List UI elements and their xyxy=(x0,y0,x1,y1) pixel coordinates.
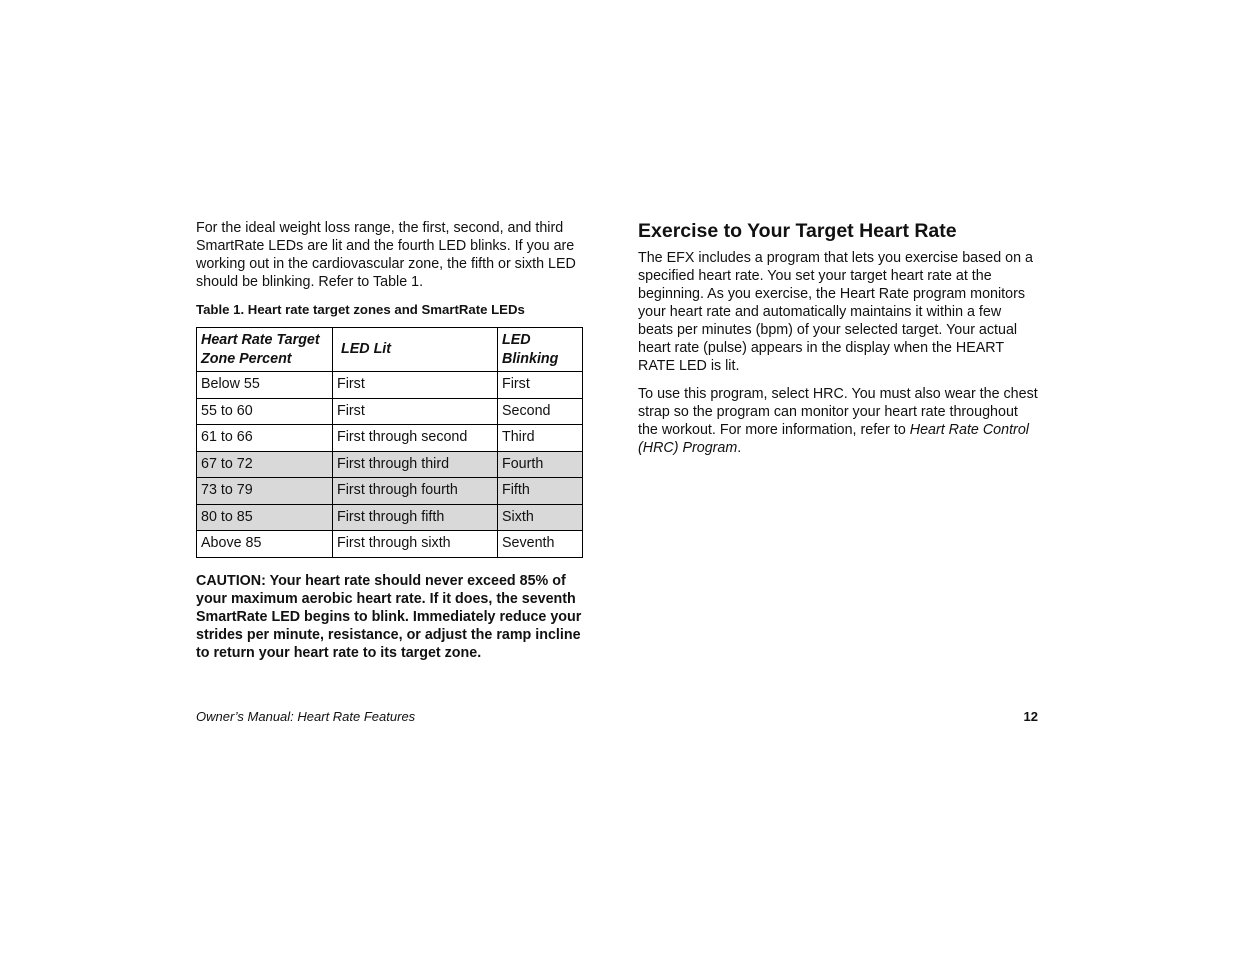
body-paragraph: The EFX includes a program that lets you exercise based on a specified heart rate. You set your target heart rate at the beginning. As you exercise, the Heart Rate program monitors your heart rate and automatically maintains it within a few beats per minutes (bpm) of your selected target. Your actual heart rate (pulse) appears in the display when the HEART RATE LED is lit. xyxy=(638,250,1033,374)
heart-rate-table xyxy=(196,327,583,558)
right-column xyxy=(638,219,1040,457)
table-cell: Above 85 xyxy=(197,531,333,558)
table-cell: 80 to 85 xyxy=(197,504,333,531)
table-caption: Table 1. Heart rate target zones and SmartRate LEDs xyxy=(196,302,525,317)
table-cell: First xyxy=(333,398,498,425)
table-cell: Second xyxy=(498,398,583,425)
cross-reference-link[interactable]: Heart Rate Control (HRC) Program xyxy=(638,422,1029,456)
section-heading: Exercise to Your Target Heart Rate xyxy=(638,220,957,242)
table-cell: First xyxy=(333,372,498,399)
table-row xyxy=(197,398,583,425)
table-cell: 61 to 66 xyxy=(197,425,333,452)
table-row-shaded xyxy=(197,478,583,505)
table-cell: First xyxy=(498,372,583,399)
table-cell: Fifth xyxy=(498,478,583,505)
header-zone-percent: Heart Rate Target Zone Percent xyxy=(197,328,333,372)
table-cell: Third xyxy=(498,425,583,452)
para2-end: . xyxy=(737,440,742,456)
table-cell: First through sixth xyxy=(333,531,498,558)
table-row xyxy=(197,531,583,558)
table-row xyxy=(197,425,583,452)
table-cell: Fourth xyxy=(498,451,583,478)
table-row-shaded xyxy=(197,451,583,478)
header-led-blinking: LED Blinking xyxy=(498,328,583,372)
footer-title: Owner’s Manual: Heart Rate Features xyxy=(196,709,416,724)
table-row-shaded xyxy=(197,504,583,531)
table-cell: 67 to 72 xyxy=(197,451,333,478)
table-cell: First through second xyxy=(333,425,498,452)
para2-text: To use this program, select HRC. You must also wear the chest strap so the program can monitor your heart rate throughout the workout. For more information, refer to xyxy=(638,386,1038,438)
table-cell: Seventh xyxy=(498,531,583,558)
left-column xyxy=(196,219,596,662)
table-cell: 55 to 60 xyxy=(197,398,333,425)
table-cell: First through fourth xyxy=(333,478,498,505)
table-cell: 73 to 79 xyxy=(197,478,333,505)
table-cell: Below 55 xyxy=(197,372,333,399)
table-header-row xyxy=(197,328,583,372)
table-row xyxy=(197,372,583,399)
intro-paragraph: For the ideal weight loss range, the first, second, and third SmartRate LEDs are lit and the fourth LED blinks. If you are working out in the cardiovascular zone, the fifth or sixth LED should be blinking. Refer to Table 1. xyxy=(196,220,576,290)
page-number: 12 xyxy=(1023,709,1038,724)
body-paragraph-2 xyxy=(638,385,1040,457)
table-cell: First through third xyxy=(333,451,498,478)
table-cell: Sixth xyxy=(498,504,583,531)
table-cell: First through fifth xyxy=(333,504,498,531)
header-led-lit: LED Lit xyxy=(333,328,498,372)
caution-notice: CAUTION: Your heart rate should never exceed 85% of your maximum aerobic heart rate. If it does, the seventh SmartRate LED begins to blink. Immediately reduce your strides per minute, resistance, or adjust the ramp incline to return your heart rate to its target zone. xyxy=(196,572,582,661)
